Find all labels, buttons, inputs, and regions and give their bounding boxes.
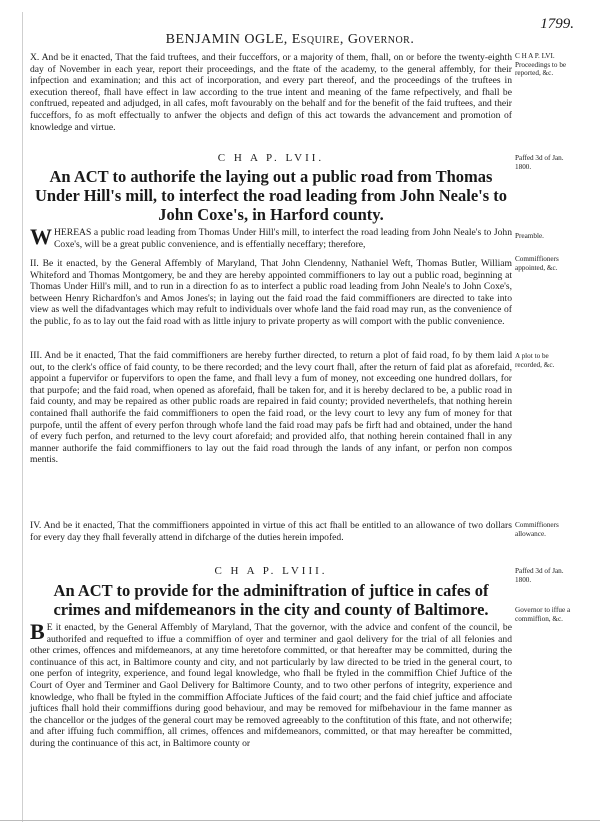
chap-57-section-2: II. Be it enacted, by the General Affembly of Maryland, That John Clendenny, Nathaniel Weft, Thomas Butler, William Whiteford and Thomas Montgomery, be and they are hereby appointed commiffioners to lay out a public road, beginning at Thomas Under Hill's mill, and to run in a direction fo as to interfect a public road leading from John Neale's to John Coxe's, between Henry Richardfon's and Amos Jones's; in laying out the faid road the faid commiffioners are directed to take into view as well the difadvantages which may refult to individuals over whofe land the faid road may run, as the convenience of the public, fo as to lay out the faid road with as little injury to private property as will comport with the public convenience. — [30, 258, 512, 327]
chap-58-heading: C H A P. LVIII. — [214, 565, 328, 577]
margin-note-chap-56: C H A P. LVI. Proceedings to be reported, &c. — [515, 52, 567, 78]
section-x-text: X. And be it enacted, That the faid truftees, and their fucceffors, or a majority of them, fhall, on or before the twenty-eighth day of November in each year, report their proceedings, and the ftate of the academy, to the general affembly, for their infpection and examination; and this act of incorporation, and every part thereof, and the proceedings of the truftees in execution thereof, fhall have effect in law according to the true intent and meaning of the fame refpectively, and fhall be conftrued, repeated and adjudged, in all cafes, moft favourably on the behalf and for the benefit of the faid truftees, and their fucceffors, fo as moft effectually to anfwer the objects and defign of this act towards the advancement and promotion of knowledge and virtue. — [30, 52, 512, 133]
margin-note-plot: A plot to be recorded, &c. — [515, 352, 555, 369]
chap-57-section-3: III. And be it enacted, That the faid commiffioners are hereby further directed, to return a plot of faid road, fo by them laid out, to the clerk's office of faid county, to be there recorded; and the levy court fhall, after the return of faid plat as aforefaid, appoint a fupervifor or fupervifors to open the fame, and fhall levy a fum of money, not exceeding one hundred dollars, for that purpofe; and the faid road, when opened as aforefaid, fhall be taken for, and it is hereby declared to be, a public road in faid county, and may be repaired as other public roads are repaired in faid county; provided neverthelefs, that nothing herein contained fhall authorife the faid commiffioners to open the faid road, or the levy court to levy any fum of money for that purpofe, until the affent of every perfon through whofe land the faid road may pafs be firft had and obtained, under the hand of every fuch perfon, and returned to the levy court aforefaid; and provided alfo, that nothing herein contained fhall in any manner authorife the faid commiffioners to lay out the faid road through the lands of any infant, or perfon non compos mentis. — [30, 350, 512, 466]
margin-note-governor: Governor to iffue a commiffion, &c. — [515, 606, 571, 623]
margin-note-allowance: Commiffioners allowance. — [515, 521, 559, 538]
chap-57-heading: C H A P. LVII. — [217, 152, 325, 164]
chap-58-section-1-text: E it enacted, by the General Affembly of Maryland, That the governor, with the advice and confent of the council, be authorifed and requefted to iffue a commiffion of oyer and terminer and gaol delivery for the trial of all felonies and other crimes, offences and mifdemeanors, at any time heretofore committed, or that hereafter may be committed, during the continuance of this act, in Baltimore county and city, and not particularly by law directed to be tried in the general court, to one perfon of integrity, experience, and found legal knowledge, who fhall be ftyled in the commiffion Chief Juftice of the Court of Oyer and Terminer and Gaol Delivery for Baltimore County, and to two other perfons of integrity, experience and knowledge, who fhall be ftyled in the commiffion Affociate Juftices of the faid court; and the faid chief juftice and affociate juftices fhall hold their commiffions during good behaviour, and may be removed for mifbehaviour in the fame manner as the chancellor or the judges of the general court may be removed agreeably to the conftitution of this ftate, and not otherwife; and after iffuing fuch commiffion, all crimes, offences and mifdemeanors, committed, or that may hereafter be committed, during the continuance of this act, in Baltimore county or — [30, 622, 512, 749]
chap-57-preamble — [30, 224, 512, 250]
chap-58-title: An ACT to provide for the adminiftration of juftice in cafes of crimes and mifdemeanors in the city and county of Baltimore. — [53, 581, 489, 619]
margin-note-preamble: Preamble. — [515, 232, 544, 240]
margin-note-passed-57: Paffed 3d of Jan. 1800. — [515, 154, 564, 171]
running-head: BENJAMIN OGLE, Esquire, Governor. — [165, 32, 415, 47]
year-label: 1799. — [540, 16, 574, 32]
drop-cap-b: B — [30, 619, 45, 644]
bottom-edge — [0, 820, 600, 821]
drop-cap-w: W — [30, 224, 52, 249]
chap-57-section-4: IV. And be it enacted, That the commiffioners appointed in virtue of this act fhall be entitled to an allowance of two dollars for every day they fhall feverally attend in difcharge of the duties herein impofed. — [30, 520, 512, 543]
margin-note-passed-58: Paffed 3d of Jan. 1800. — [515, 567, 564, 584]
preamble-text: HEREAS a public road leading from Thomas Under Hill's mill, to interfect the road leading from John Neale's to John Coxe's, will be a great public convenience, and is effentially neceffary; therefore, — [54, 227, 512, 250]
chap-57-title: An ACT to authorife the laying out a public road from Thomas Under Hill's mill, to interfect the road leading from John Neale's to John Coxe's, in Harford county. — [34, 167, 508, 224]
margin-note-commissioners: Commiffioners appointed, &c. — [515, 255, 559, 272]
chap-58-section-1 — [30, 619, 512, 750]
